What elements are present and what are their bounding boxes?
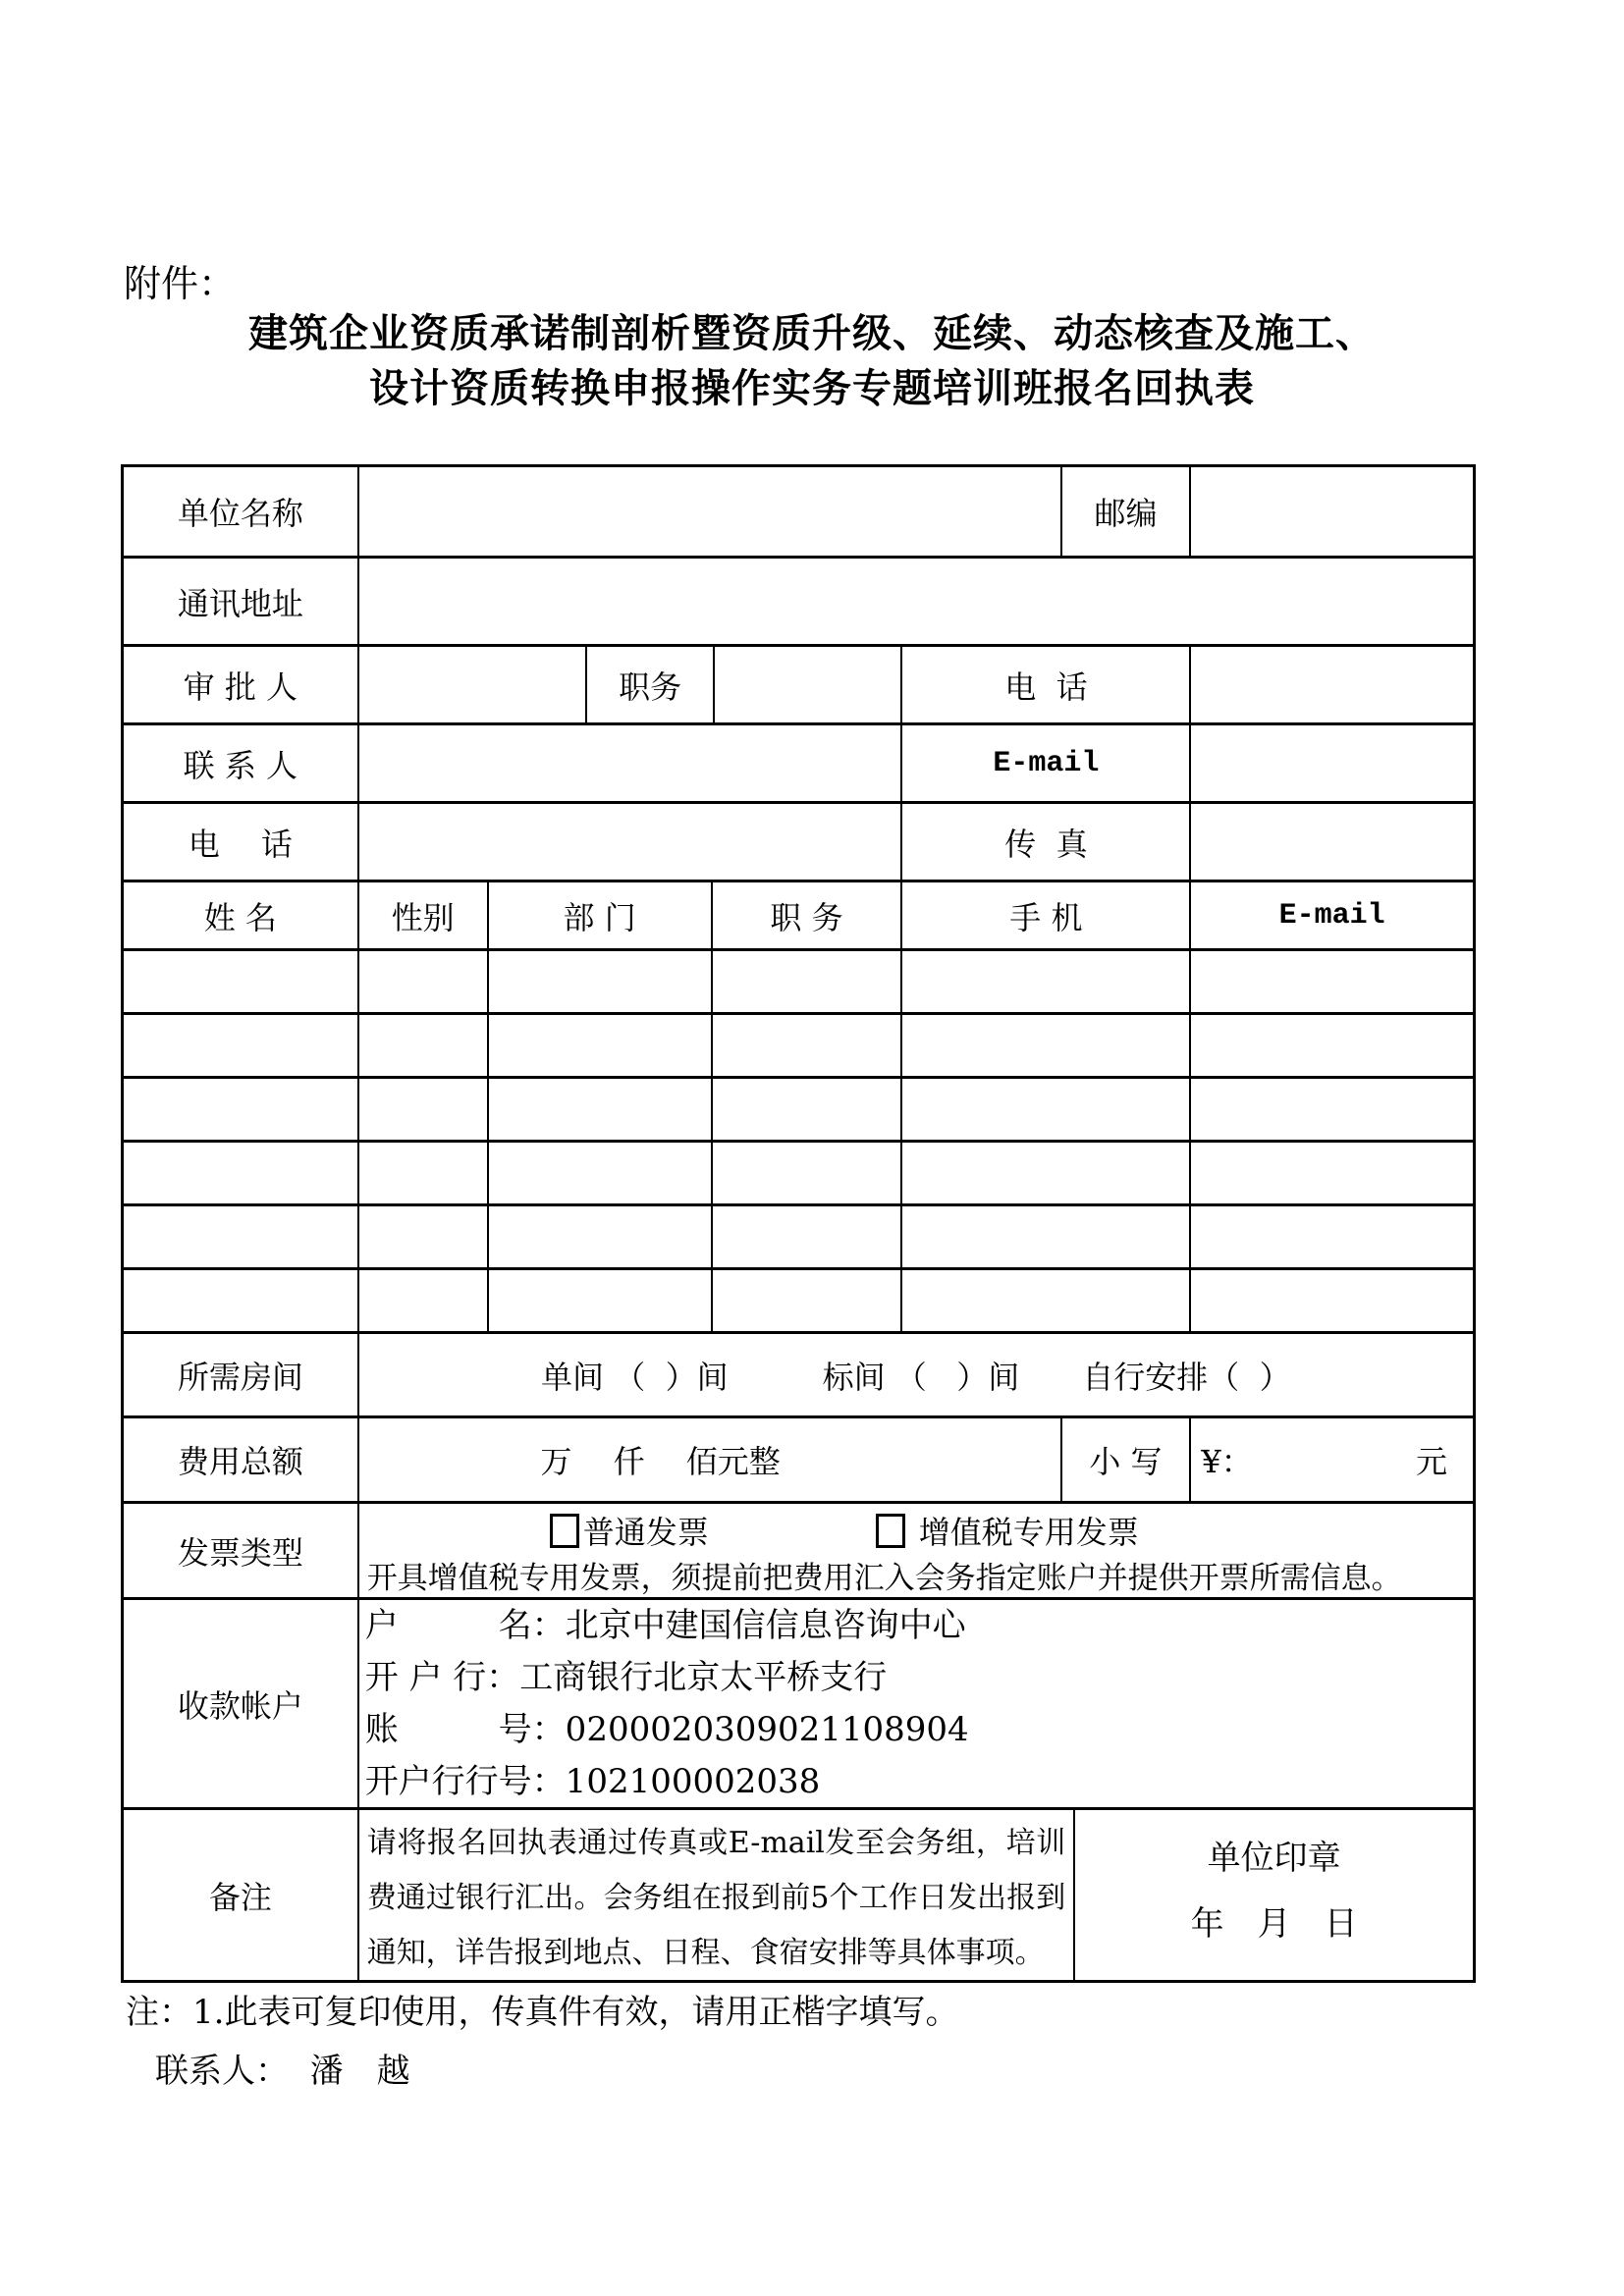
roster-header-mobile: 手 机 [900, 882, 1189, 948]
roster-cell-position[interactable] [711, 1143, 901, 1203]
account-holder-line: 户 名：北京中建国信信息咨询中心 [364, 1605, 966, 1645]
roster-cell-position[interactable] [711, 1206, 901, 1267]
invoice-note: 开具增值税专用发票，须提前把费用汇入会务指定账户并提供开票所需信息。 [366, 1561, 1402, 1596]
roster-cell-email[interactable] [1189, 1270, 1473, 1331]
row-fee [124, 1415, 1473, 1501]
row-address [124, 556, 1473, 644]
roster-cell-department[interactable] [487, 951, 711, 1012]
postcode-input-cell[interactable] [1189, 467, 1473, 556]
roster-empty-row [124, 1076, 1473, 1140]
contact-input-cell[interactable] [357, 725, 901, 801]
postcode-label: 邮编 [1060, 467, 1190, 556]
roster-empty-row [124, 948, 1473, 1012]
fee-unit-label: 元 [1415, 1443, 1447, 1480]
account-label: 收款帐户 [177, 1686, 303, 1725]
roster-cell-mobile[interactable] [900, 1079, 1189, 1140]
remark-label: 备注 [208, 1878, 272, 1916]
roster-cell-department[interactable] [487, 1079, 711, 1140]
unit-name-label: 单位名称 [177, 495, 303, 532]
roster-cell-mobile[interactable] [900, 1270, 1189, 1331]
invoice-option-ordinary[interactable] [550, 1508, 709, 1553]
approver-phone-label: 电 话 [900, 647, 1189, 722]
roster-cell-name[interactable] [124, 1079, 357, 1140]
roster-cell-name[interactable] [124, 1206, 357, 1267]
row-remark [124, 1807, 1473, 1980]
roster-cell-department[interactable] [487, 1143, 711, 1203]
roster-cell-mobile[interactable] [900, 1015, 1189, 1076]
roster-cell-name[interactable] [124, 951, 357, 1012]
roster-cell-gender[interactable] [357, 951, 487, 1012]
roster-cell-email[interactable] [1189, 1079, 1473, 1140]
fax-input-cell[interactable] [1189, 804, 1473, 880]
fee-label: 费用总额 [177, 1443, 303, 1480]
address-input-cell[interactable] [357, 559, 1473, 644]
contact-email-input-cell[interactable] [1189, 725, 1473, 801]
invoice-option-vat[interactable] [876, 1508, 1139, 1553]
approver-phone-input-cell[interactable] [1189, 647, 1473, 722]
roster-empty-row [124, 1203, 1473, 1267]
approver-input-cell[interactable] [357, 647, 585, 722]
phone-label: 电 话 [188, 825, 293, 863]
roster-cell-email[interactable] [1189, 951, 1473, 1012]
fee-currency-cell[interactable] [1189, 1418, 1473, 1501]
roster-cell-name[interactable] [124, 1270, 357, 1331]
roster-cell-email[interactable] [1189, 1206, 1473, 1267]
approver-title-label: 职务 [585, 647, 714, 722]
room-label: 所需房间 [177, 1358, 303, 1396]
address-label: 通讯地址 [177, 584, 303, 622]
seal-block [1191, 1831, 1358, 1945]
roster-cell-name[interactable] [124, 1015, 357, 1076]
row-contact [124, 722, 1473, 801]
roster-cell-position[interactable] [711, 1270, 901, 1331]
fee-currency-prefix: ¥： [1201, 1443, 1253, 1480]
roster-cell-position[interactable] [711, 951, 901, 1012]
roster-cell-gender[interactable] [357, 1206, 487, 1267]
fee-small-label: 小 写 [1060, 1418, 1190, 1501]
checkbox-vat-invoice-icon[interactable] [876, 1514, 905, 1548]
room-options-cell[interactable]: 单间 （ ）间 标间 （ ）间 自行安排（ ） [357, 1334, 1473, 1415]
seal-label: 单位印章 [1207, 1838, 1341, 1878]
seal-cell [1073, 1810, 1473, 1980]
attachment-label: 附件： [124, 262, 237, 305]
account-number-line: 账 号：0200020309021108904 [364, 1709, 969, 1749]
roster-cell-name[interactable] [124, 1143, 357, 1203]
approver-title-input-cell[interactable] [713, 647, 900, 722]
roster-header-name: 姓 名 [203, 898, 277, 936]
row-room [124, 1331, 1473, 1415]
account-details-cell [357, 1600, 1473, 1807]
roster-cell-email[interactable] [1189, 1015, 1473, 1076]
registration-form-table [121, 464, 1476, 1983]
unit-name-input-cell[interactable] [357, 467, 1060, 556]
invoice-label: 发票类型 [177, 1533, 303, 1572]
seal-date-label: 年 月 日 [1190, 1903, 1358, 1944]
checkbox-ordinary-invoice-icon[interactable] [550, 1514, 579, 1548]
roster-cell-department[interactable] [487, 1270, 711, 1331]
roster-header-gender: 性别 [357, 882, 487, 948]
roster-cell-department[interactable] [487, 1206, 711, 1267]
phone-input-cell[interactable] [357, 804, 901, 880]
roster-cell-gender[interactable] [357, 1270, 487, 1331]
roster-header-department: 部 门 [487, 882, 711, 948]
roster-cell-department[interactable] [487, 1015, 711, 1076]
roster-cell-gender[interactable] [357, 1143, 487, 1203]
fee-words-cell[interactable]: 万 仟 佰元整 [357, 1418, 1060, 1501]
roster-cell-mobile[interactable] [900, 1206, 1189, 1267]
roster-empty-row [124, 1140, 1473, 1203]
row-approver [124, 644, 1473, 722]
row-account [124, 1597, 1473, 1807]
roster-cell-gender[interactable] [357, 1015, 487, 1076]
row-phone-fax [124, 801, 1473, 880]
roster-header-email: E-mail [1189, 882, 1473, 948]
roster-cell-email[interactable] [1189, 1143, 1473, 1203]
remark-text-cell: 请将报名回执表通过传真或E-mail发至会务组，培训费通过银行汇出。会务组在报到前5个工作日发出报到通知，详告报到地点、日程、食宿安排等具体事项。 [357, 1810, 1074, 1980]
invoice-options-cell [357, 1504, 1473, 1597]
account-bank-code-line: 开户行行号：102100002038 [364, 1761, 821, 1801]
invoice-option1-label: 普通发票 [582, 1514, 709, 1551]
row-unit-name [124, 467, 1473, 556]
invoice-option2-label: 增值税专用发票 [918, 1514, 1139, 1551]
document-title [0, 306, 1624, 416]
row-invoice [124, 1501, 1473, 1597]
roster-cell-gender[interactable] [357, 1079, 487, 1140]
approver-label: 审 批 人 [183, 667, 298, 706]
fax-label: 传 真 [900, 804, 1189, 880]
footer-contact: 联系人： 潘 越 [155, 2052, 410, 2091]
roster-cell-position[interactable] [711, 1079, 901, 1140]
roster-cell-mobile[interactable] [900, 1143, 1189, 1203]
roster-header-position: 职 务 [711, 882, 901, 948]
contact-email-label: E-mail [900, 725, 1189, 801]
roster-empty-row [124, 1012, 1473, 1076]
invoice-options-line [363, 1508, 1469, 1553]
title-line-1: 建筑企业资质承诺制剖析暨资质升级、延续、动态核查及施工、 [248, 310, 1376, 356]
contact-label: 联 系 人 [183, 746, 298, 784]
roster-header-row [124, 880, 1473, 948]
roster-empty-row [124, 1267, 1473, 1331]
account-bank-line: 开 户 行：工商银行北京太平桥支行 [364, 1657, 888, 1697]
footer-note: 注：1.此表可复印使用，传真件有效，请用正楷字填写。 [126, 1993, 959, 2032]
roster-cell-mobile[interactable] [900, 951, 1189, 1012]
roster-cell-position[interactable] [711, 1015, 901, 1076]
title-line-2: 设计资质转换申报操作实务专题培训班报名回执表 [369, 365, 1255, 411]
